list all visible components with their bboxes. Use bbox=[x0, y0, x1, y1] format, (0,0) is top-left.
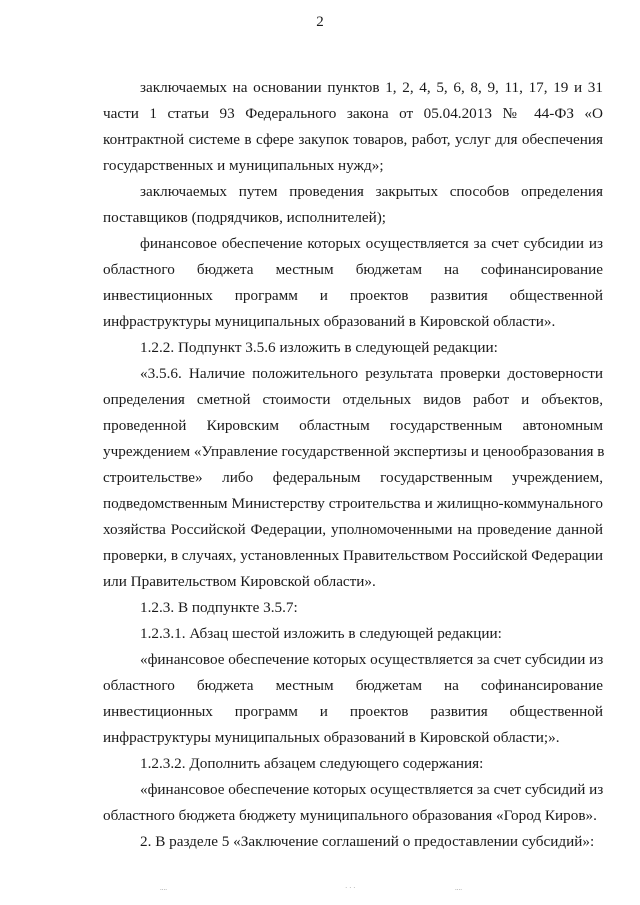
text-line: строительстве» либо федеральным государственным учреждением, bbox=[103, 469, 603, 486]
text-line: заключаемых путем проведения закрытых способов определения bbox=[140, 183, 603, 200]
scan-mark: · · · bbox=[345, 884, 356, 892]
text-line: областного бюджета местным бюджетам на софинансирование bbox=[103, 677, 603, 694]
text-line: 2. В разделе 5 «Заключение соглашений о предоставлении субсидий»: bbox=[140, 833, 595, 850]
text-line: контрактной системе в сфере закупок товаров, работ, услуг для обеспечения bbox=[103, 131, 603, 148]
text-line: инфраструктуры муниципальных образований в Кировской области». bbox=[103, 313, 556, 330]
page-number: 2 bbox=[316, 14, 324, 30]
text-line: 1.2.3.1. Абзац шестой изложить в следующей редакции: bbox=[140, 625, 502, 642]
text-line: 1.2.2. Подпункт 3.5.6 изложить в следующей редакции: bbox=[140, 339, 498, 356]
text-line: государственных и муниципальных нужд»; bbox=[103, 157, 384, 174]
text-line: 1.2.3. В подпункте 3.5.7: bbox=[140, 599, 298, 616]
text-line: 1.2.3.2. Дополнить абзацем следующего содержания: bbox=[140, 755, 484, 772]
text-line: учреждением «Управление государственной экспертизы и ценообразования в bbox=[103, 443, 605, 460]
text-line: поставщиков (подрядчиков, исполнителей); bbox=[103, 209, 386, 226]
text-line: «финансовое обеспечение которых осуществляется за счет субсидии из bbox=[140, 651, 604, 668]
text-line: части 1 статьи 93 Федерального закона от 05.04.2013 № 44-ФЗ «О bbox=[103, 105, 603, 122]
text-line: инфраструктуры муниципальных образований в Кировской области;». bbox=[103, 729, 560, 746]
text-line: областного бюджета бюджету муниципального образования «Город Киров». bbox=[103, 807, 597, 824]
text-line: или Правительством Кировской области». bbox=[103, 573, 376, 590]
text-line: инвестиционных программ и проектов развития общественной bbox=[103, 703, 603, 720]
text-line: инвестиционных программ и проектов развития общественной bbox=[103, 287, 603, 304]
scan-mark: .... bbox=[455, 884, 462, 892]
text-line: финансовое обеспечение которых осуществляется за счет субсидии из bbox=[140, 235, 603, 252]
text-line: «3.5.6. Наличие положительного результата проверки достоверности bbox=[140, 365, 603, 382]
text-line: определения сметной стоимости отдельных видов работ и объектов, bbox=[103, 391, 603, 408]
text-line: заключаемых на основании пунктов 1, 2, 4, 5, 6, 8, 9, 11, 17, 19 и 31 bbox=[140, 79, 603, 96]
scan-mark: .... bbox=[160, 884, 167, 892]
text-line: хозяйства Российской Федерации, уполномоченными на проведение данной bbox=[103, 521, 603, 538]
text-line: «финансовое обеспечение которых осуществляется за счет субсидий из bbox=[140, 781, 604, 798]
text-line: проведенной Кировским областным государственным автономным bbox=[103, 417, 603, 434]
text-line: областного бюджета местным бюджетам на софинансирование bbox=[103, 261, 603, 278]
text-line: подведомственным Министерству строительства и жилищно-коммунального bbox=[103, 495, 603, 512]
text-line: проверки, в случаях, установленных Правительством Российской Федерации bbox=[103, 547, 604, 564]
